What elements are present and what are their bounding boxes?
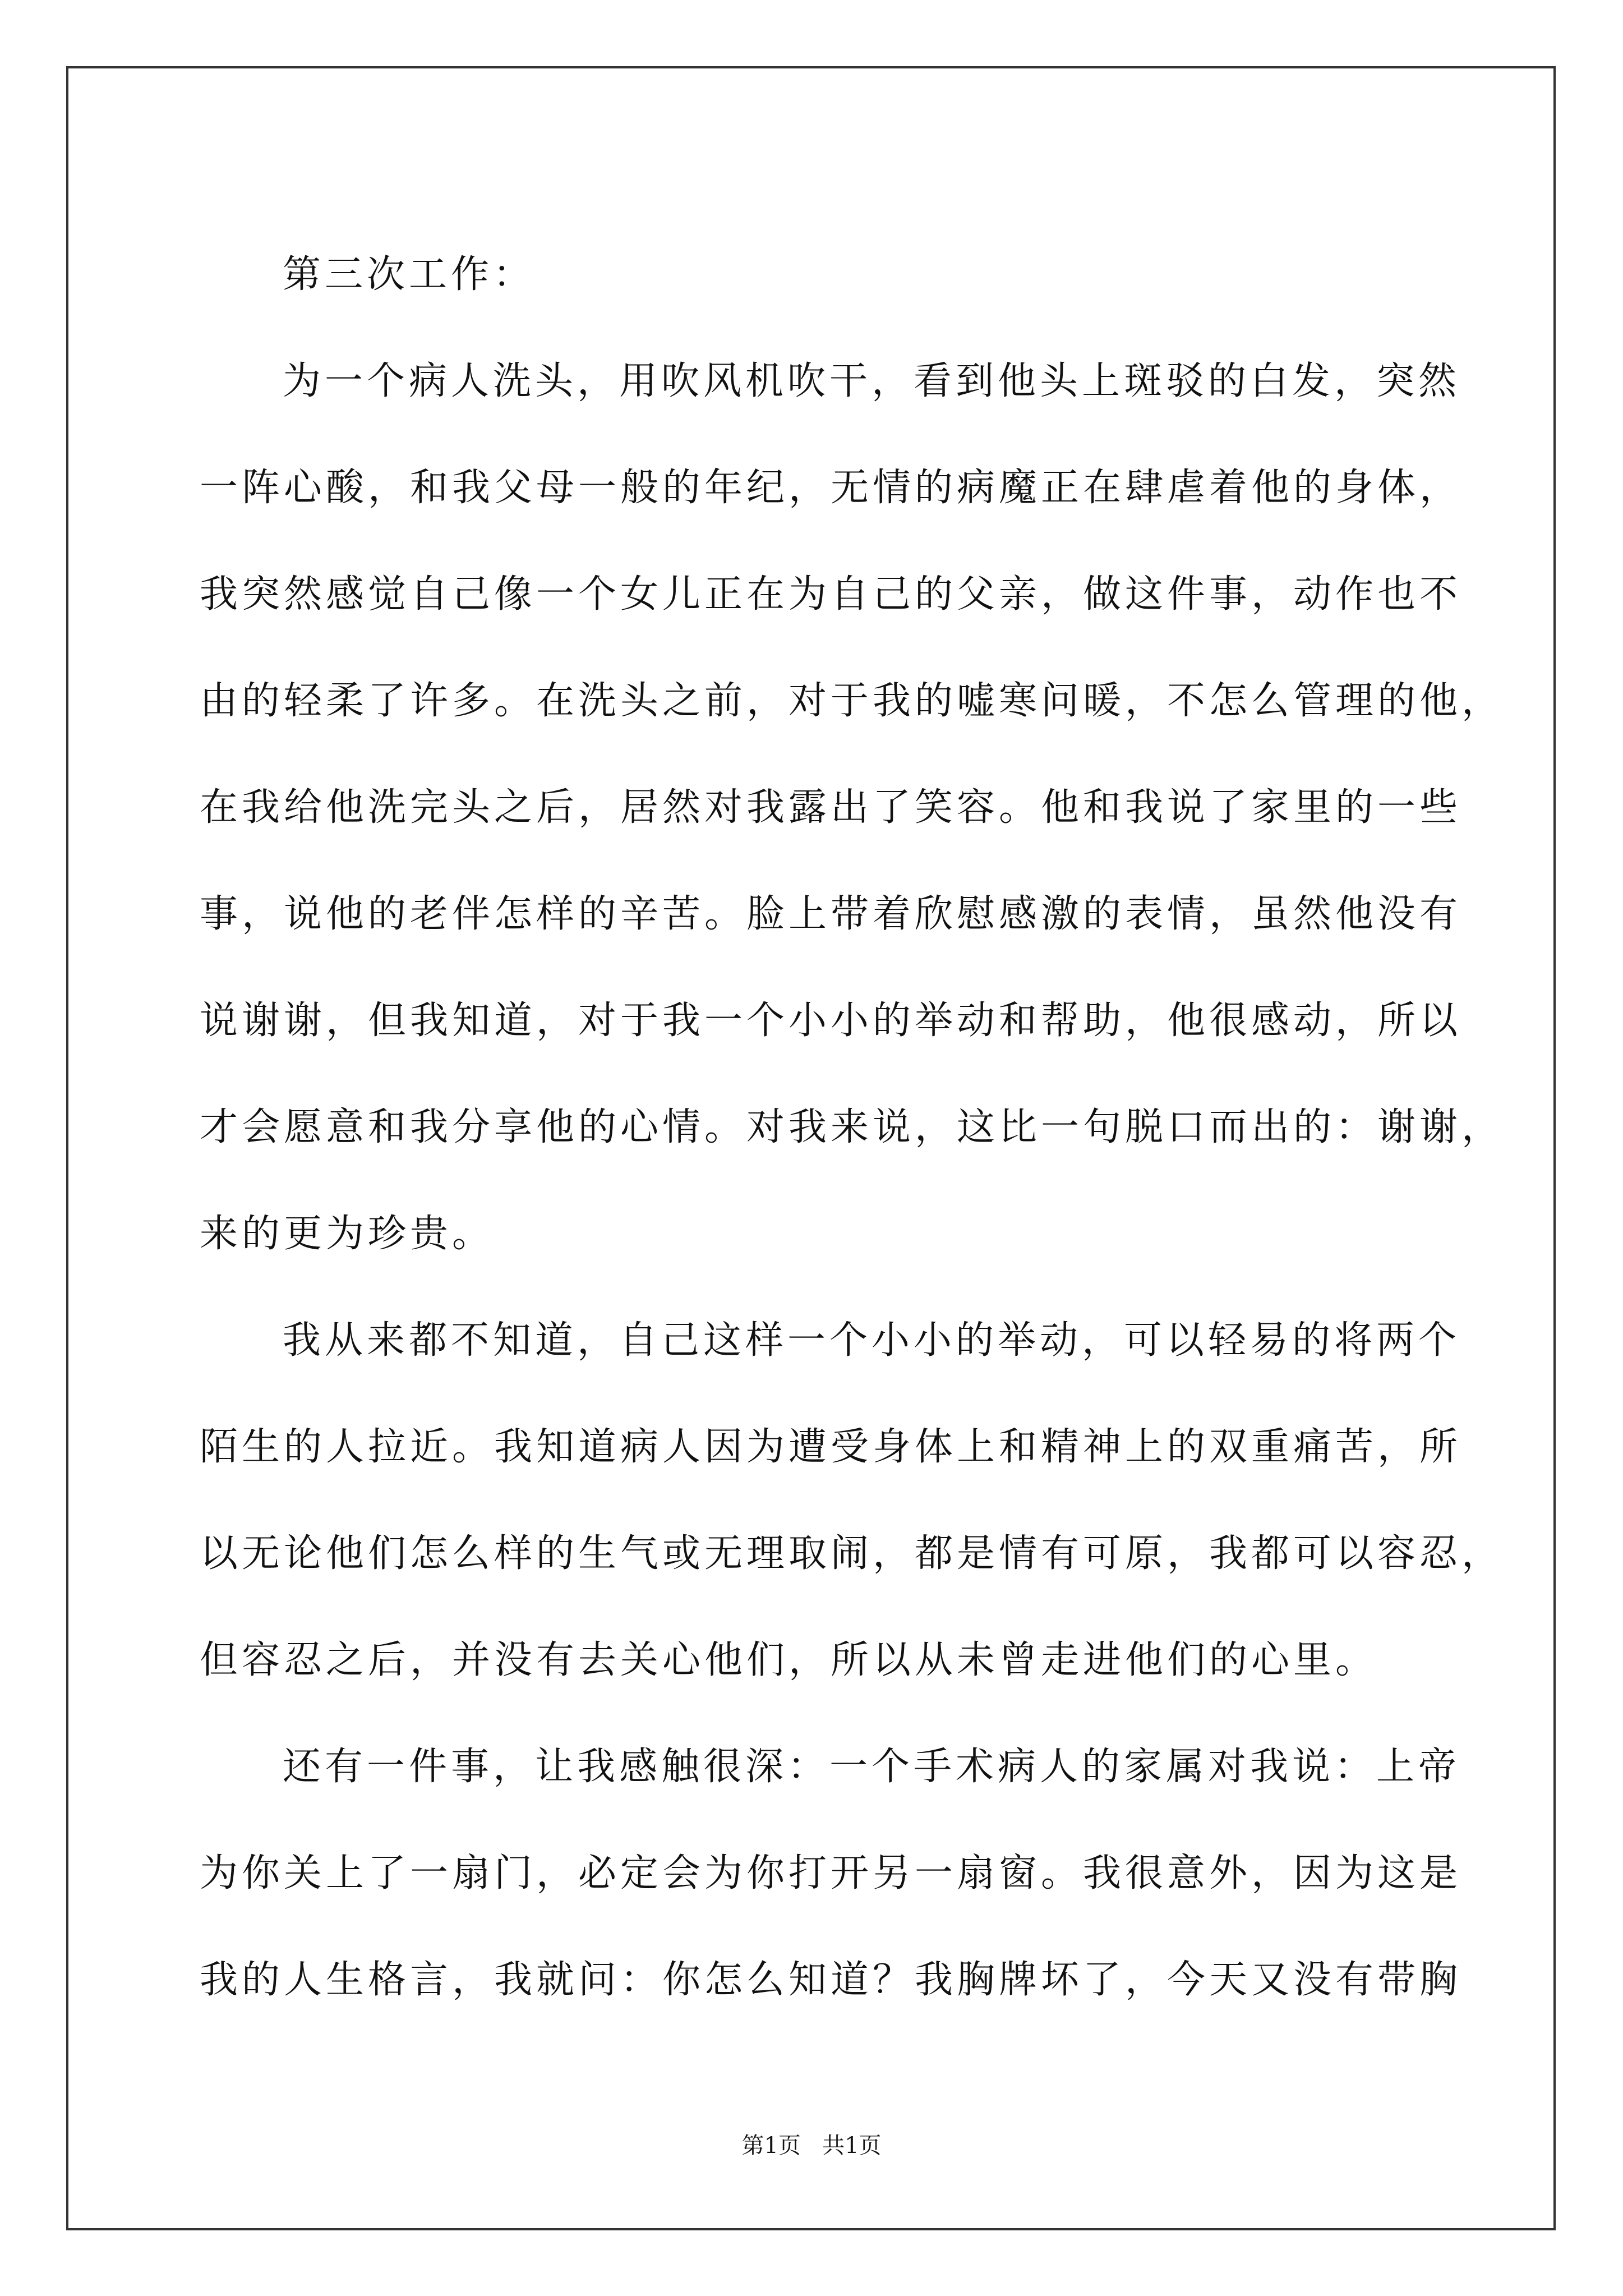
paragraph-line: 才会愿意和我分享他的心情。对我来说，这比一句脱口而出的：谢谢， [200, 1105, 1504, 1149]
page-number: 第1页 [741, 2133, 801, 2159]
paragraph-line: 我从来都不知道，自己这样一个小小的举动，可以轻易的将两个 [283, 1318, 1461, 1363]
page-footer [0, 2129, 1623, 2162]
paragraph-line: 但容忍之后，并没有去关心他们，所以从未曾走进他们的心里。 [200, 1638, 1378, 1682]
paragraph-line: 以无论他们怎么样的生气或无理取闹，都是情有可原，我都可以容忍， [200, 1531, 1504, 1576]
paragraph-line: 为你关上了一扇门，必定会为你打开另一扇窗。我很意外，因为这是 [200, 1851, 1462, 1895]
paragraph-line: 我的人生格言，我就问：你怎么知道？我胸牌坏了，今天又没有带胸 [200, 1958, 1462, 2002]
paragraph-line: 我突然感觉自己像一个女儿正在为自己的父亲，做这件事，动作也不 [200, 572, 1462, 616]
paragraph-line: 由的轻柔了许多。在洗头之前，对于我的嘘寒问暖，不怎么管理的他， [200, 679, 1504, 723]
paragraph-line: 为一个病人洗头，用吹风机吹干，看到他头上斑驳的白发，突然 [283, 359, 1461, 403]
document-body [200, 222, 1504, 2033]
paragraph-line: 还有一件事，让我感触很深：一个手术病人的家属对我说：上帝 [283, 1745, 1461, 1789]
paragraph-line: 在我给他洗完头之后，居然对我露出了笑容。他和我说了家里的一些 [200, 785, 1462, 830]
paragraph-line: 来的更为珍贵。 [200, 1212, 495, 1256]
footer-spacer [801, 2133, 822, 2159]
page-total: 共1页 [822, 2133, 882, 2159]
paragraph-line: 说谢谢，但我知道，对于我一个小小的举动和帮助，他很感动，所以 [200, 999, 1462, 1043]
section-heading: 第三次工作： [283, 252, 536, 297]
paragraph-line: 事，说他的老伴怎样的辛苦。脸上带着欣慰感激的表情，虽然他没有 [200, 892, 1462, 936]
paragraph-line: 陌生的人拉近。我知道病人因为遭受身体上和精神上的双重痛苦，所 [200, 1425, 1462, 1469]
paragraph-line: 一阵心酸，和我父母一般的年纪，无情的病魔正在肆虐着他的身体， [200, 466, 1462, 510]
